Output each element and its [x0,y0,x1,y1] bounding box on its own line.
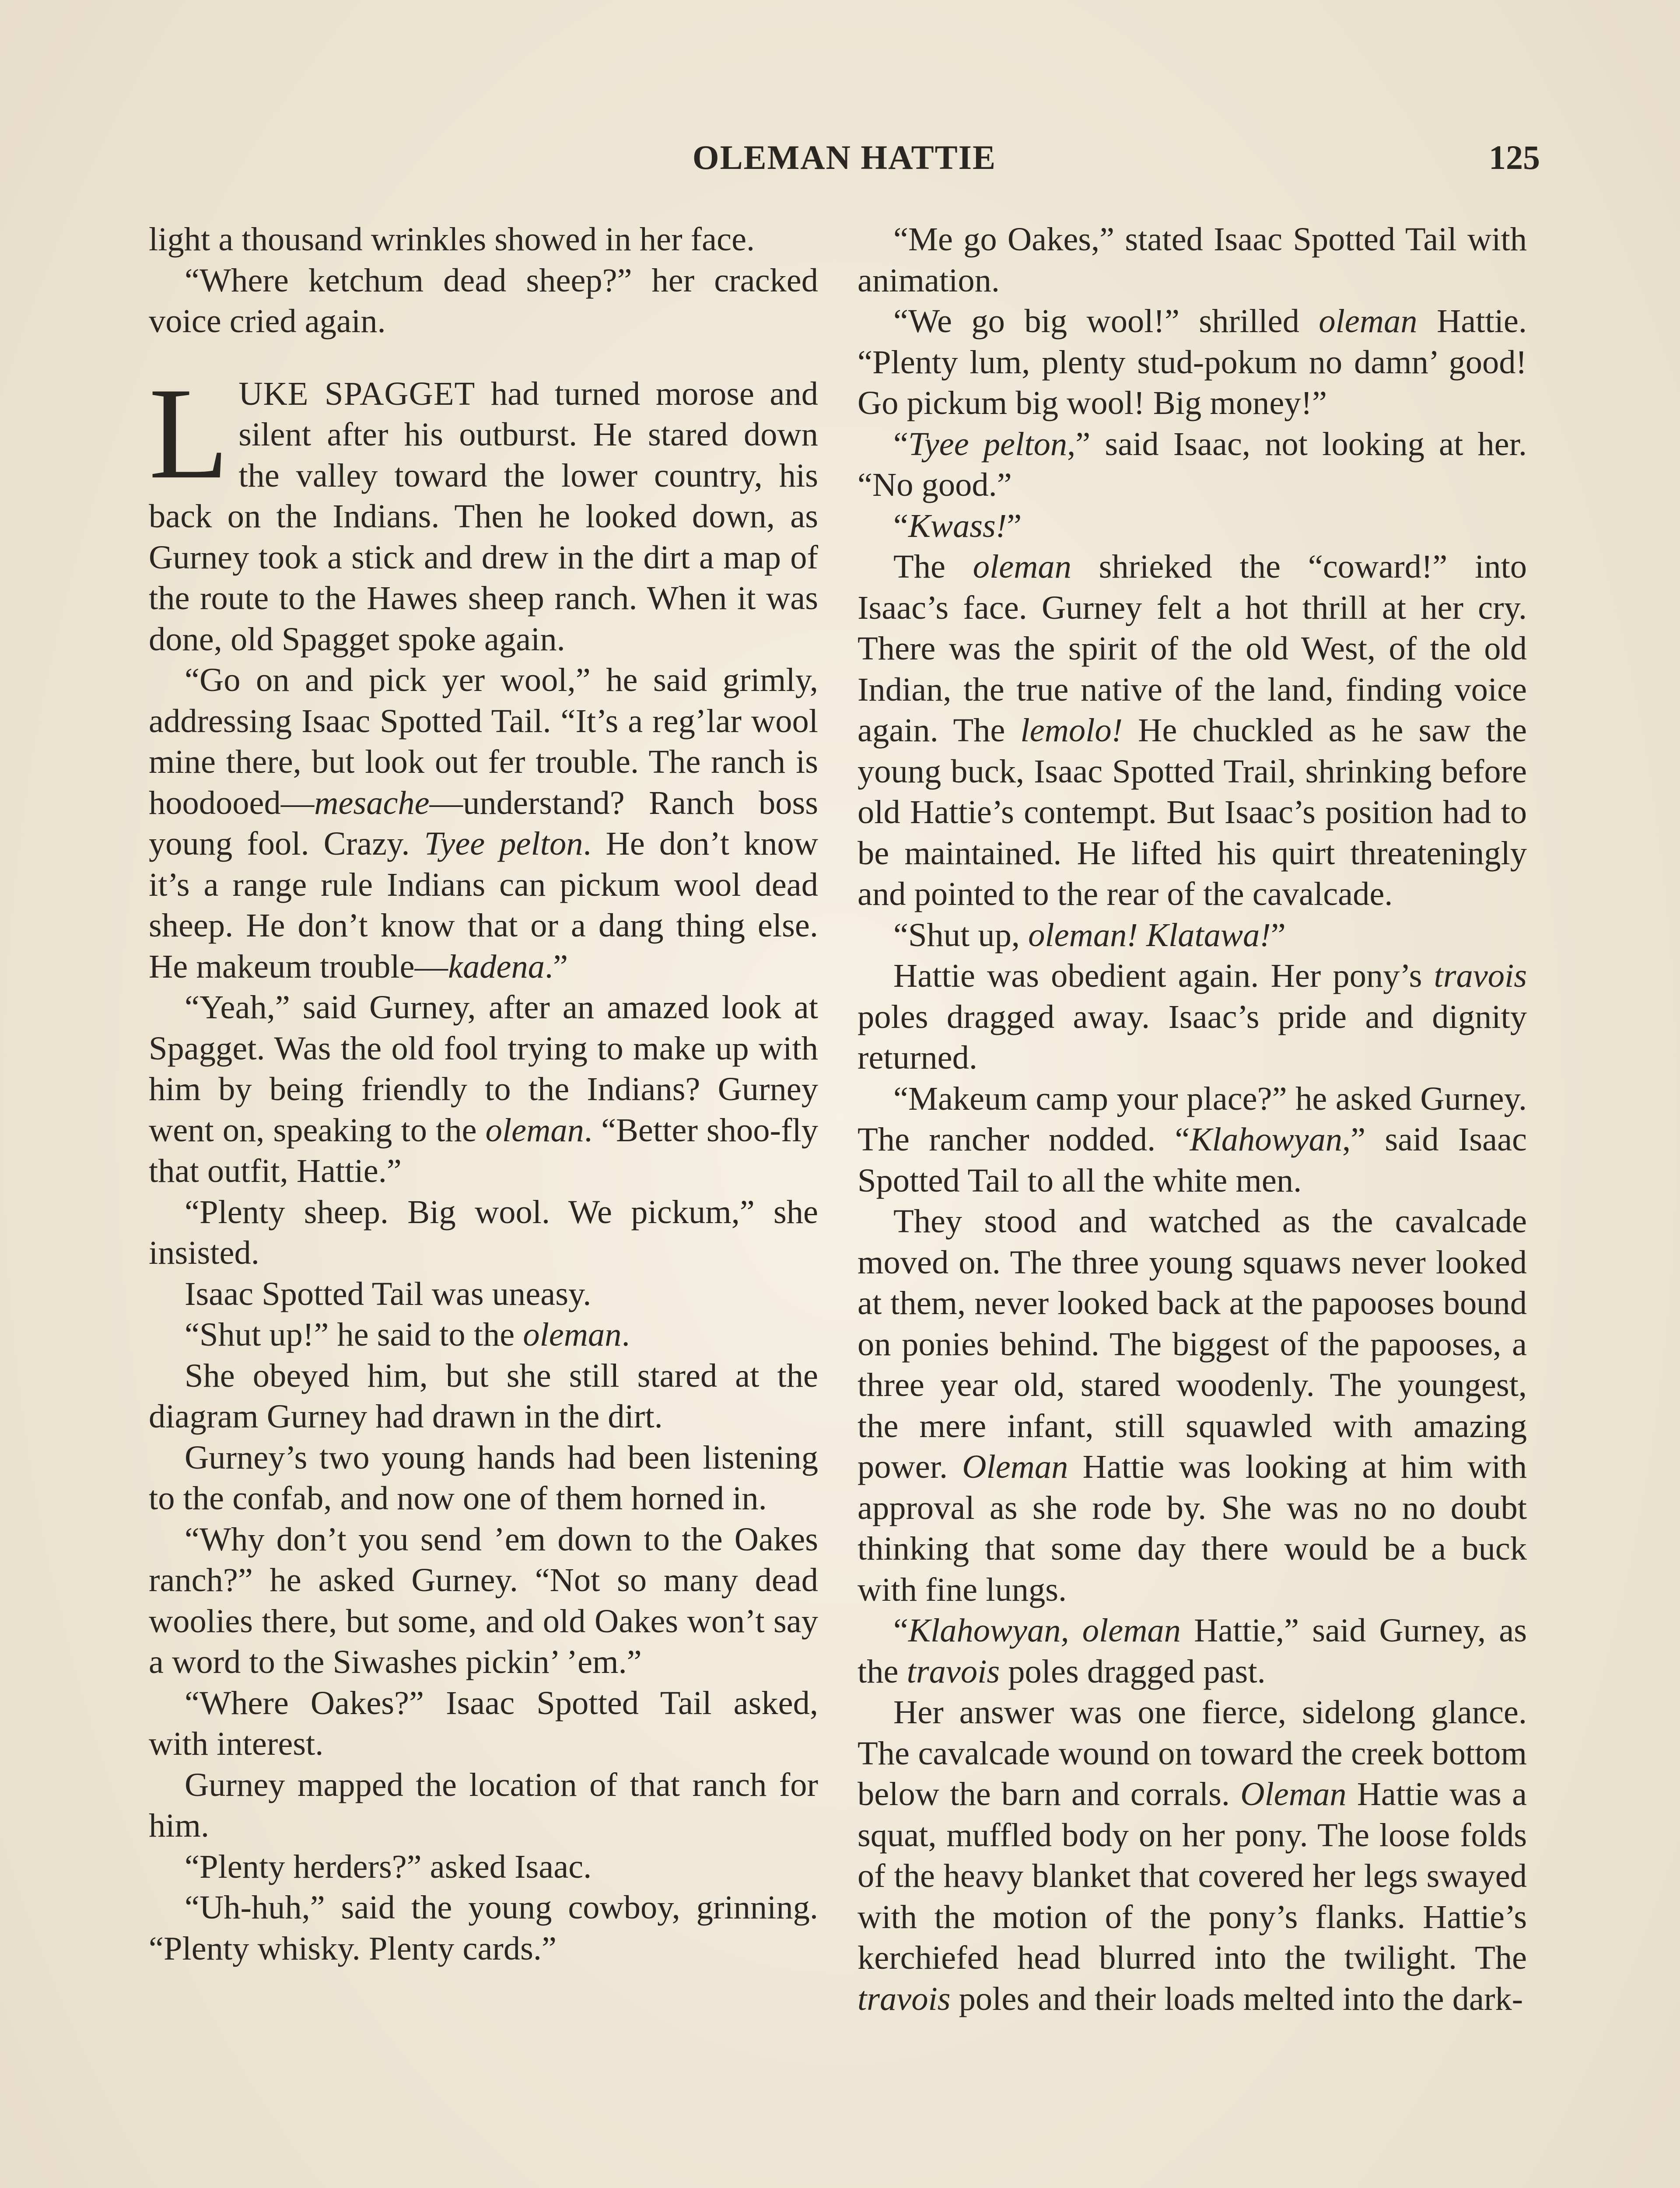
italic-text: oleman [523,1316,622,1353]
italic-text: kadena [448,947,545,985]
text-run: “Me go Oakes,” stated Isaac Spotted Tail with animation. [858,221,1527,299]
text-run: Hattie,” said Gurney, as the [858,1612,1527,1690]
paragraph [149,1437,818,1519]
text-run: Her answer was one fierce, sidelong glance. The cavalcade wound on toward the creek bottom below the barn and corrals. [858,1694,1527,1813]
italic-text: Klahowyan [1190,1121,1342,1158]
text-run: light a thousand wrinkles showed in her face. [149,221,755,258]
text-run: ,” said Isaac Spotted Tail to all the white men. [858,1121,1527,1199]
text-run: “Plenty herders?” asked Isaac. [185,1848,592,1885]
paragraph [858,301,1527,424]
italic-text: lemolo! [1020,712,1123,749]
text-run: poles and their loads melted into the dark- [950,1980,1523,2017]
text-run: “Plenty sheep. Big wool. We pickum,” she insisted. [149,1193,818,1271]
italic-text: oleman! Klatawa! [1028,916,1271,954]
paragraph [149,1355,818,1437]
text-run: “ [893,1612,908,1649]
paragraph [858,915,1527,956]
paragraph [149,1764,818,1846]
paragraph [149,659,818,987]
text-run: “Why don’t you send ’em down to the Oakes ranch?” he asked Gurney. “Not so many dead woolies there, but some, and old Oakes won’t say a word to the Siwashes pickin’ ’em.” [149,1520,818,1680]
text-run: poles dragged away. Isaac’s pride and dignity returned. [858,998,1527,1076]
paragraph [858,1201,1527,1610]
paragraph [858,219,1527,301]
text-run: The [893,548,973,585]
text-run: “Makeum camp your place?” he asked Gurney. The rancher nodded. “ [858,1080,1527,1158]
paragraph [149,219,818,260]
text-run: . “Better shoo-fly that outfit, Hattie.” [149,1111,818,1189]
italic-text: travois [1434,957,1527,994]
text-run: Hattie was looking at him with approval as she rode by. She was no no doubt thinking that some day there would be a buck with fine lungs. [858,1448,1527,1608]
text-run: “Go on and pick yer wool,” he said grimly, addressing Isaac Spotted Tail. “It’s a reg’lar wool mine there, but look out fer trouble. The ranch is hoodooed— [149,661,818,821]
page-header [149,131,1540,184]
paragraph [858,505,1527,547]
text-run: “ [893,507,908,544]
text-run: “Where ketchum dead sheep?” her cracked voice cried again. [149,261,818,340]
text-run: poles dragged past. [1000,1652,1266,1690]
italic-text: travois [858,1980,951,2017]
italic-text: Kwass! [908,507,1007,544]
text-run: ,” said Isaac, not looking at her. “No good.” [858,425,1527,503]
paragraph [149,1846,818,1887]
paragraph [149,1273,818,1315]
text-run: —understand? Ranch boss young fool. Crazy. [149,784,818,862]
paragraph [149,360,818,660]
text-run: “ [893,425,908,463]
italic-text: oleman [1319,302,1418,340]
paragraph [149,1519,818,1683]
text-run: had turned morose and silent after his outburst. He stared down the valley toward the lower country, his back on the Indians. Then he looked down, as Gurney took a stick and drew in the dirt a map of the route to the Hawes sheep ranch. When it was done, old Spagget spoke again. [149,375,818,658]
text-run: They stood and watched as the cavalcade moved on. The three young squaws never looked at them, never looked back at the papooses bound on ponies behind. The biggest of the papooses, a three year old, stared woodenly. The youngest, the mere infant, still squawled with amazing power. [858,1203,1527,1485]
italic-text: travois [906,1652,1000,1690]
text-run: “Yeah,” said Gurney, after an amazed look at Spagget. Was the old fool trying to make up with him by being friendly to the Indians? Gurney went on, speaking to the [149,989,818,1149]
italic-text: Tyee pelton [424,825,583,862]
text-run: . He don’t know it’s a range rule Indians can pickum wool dead sheep. He don’t know that or a dang thing else. He makeum trouble— [149,825,819,985]
drop-cap: L [149,360,229,506]
text-run: Hattie was obedient again. Her pony’s [893,957,1434,994]
italic-text: Oleman [1240,1775,1347,1813]
paragraph [149,260,818,342]
italic-text: Oleman [962,1448,1068,1485]
left-text-column [149,219,818,1969]
italic-text: oleman [973,548,1071,585]
paragraph [149,1887,818,1969]
paragraph [858,1610,1527,1692]
text-run: “We go big wool!” shrilled [893,302,1319,340]
running-title: OLEMAN HATTIE [692,138,997,176]
text-run: shrieked the “coward!” into Isaac’s face. Gurney felt a hot thrill at her cry. There was the spirit of the old West, of the old Indian, the true native of the land, finding voice again. The [858,548,1527,749]
text-run: Isaac Spotted Tail was uneasy. [185,1275,592,1312]
text-run: ” [1270,916,1286,954]
text-run: She obeyed him, but she still stared at the diagram Gurney had drawn in the dirt. [149,1357,818,1435]
italic-text: Tyee pelton [908,425,1068,463]
paragraph [858,955,1527,1078]
paragraph [858,1078,1527,1201]
right-text-column [858,219,1527,2019]
text-run: “Where Oakes?” Isaac Spotted Tail asked, with interest. [149,1684,818,1762]
text-run: ” [1007,507,1022,544]
paragraph [858,424,1527,505]
text-run: “Uh-huh,” said the young cowboy, grinning. “Plenty whisky. Plenty cards.” [149,1889,818,1967]
paragraph [858,1692,1527,2019]
text-run: Gurney’s two young hands had been listening to the confab, and now one of them horned in. [149,1438,818,1517]
text-run: Gurney mapped the location of that ranch for him. [149,1766,818,1844]
italic-text: mesache [314,784,430,821]
paragraph [149,1192,818,1273]
text-run: He chuckled as he saw the young buck, Isaac Spotted Trail, shrinking before old Hattie’s contempt. But Isaac’s position had to be maintained. He lifted his quirt threateningly and pointed to the rear of the cavalcade. [858,712,1527,912]
text-run: “Shut up!” he said to the [185,1316,523,1353]
page-number: 125 [1489,138,1540,176]
paragraph [149,1683,818,1764]
italic-text: Klahowyan, oleman [908,1612,1181,1649]
text-run: Hattie. “Plenty lum, plenty stud-pokum no damn’ good! Go pickum big wool! Big money!” [858,302,1527,421]
text-run: . [621,1316,630,1353]
small-caps-text: UKE SPAGGET [238,375,476,412]
paragraph [858,546,1527,915]
paragraph [149,987,818,1192]
text-run: “Shut up, [893,916,1029,954]
text-run: .” [544,947,568,985]
italic-text: oleman [485,1111,584,1149]
text-run: Hattie was a squat, muffled body on her pony. The loose folds of the heavy blanket that covered her legs swayed with the motion of the pony’s flanks. Hattie’s kerchiefed head blurred into the twilight. The [858,1775,1527,1976]
paragraph [149,1314,818,1355]
